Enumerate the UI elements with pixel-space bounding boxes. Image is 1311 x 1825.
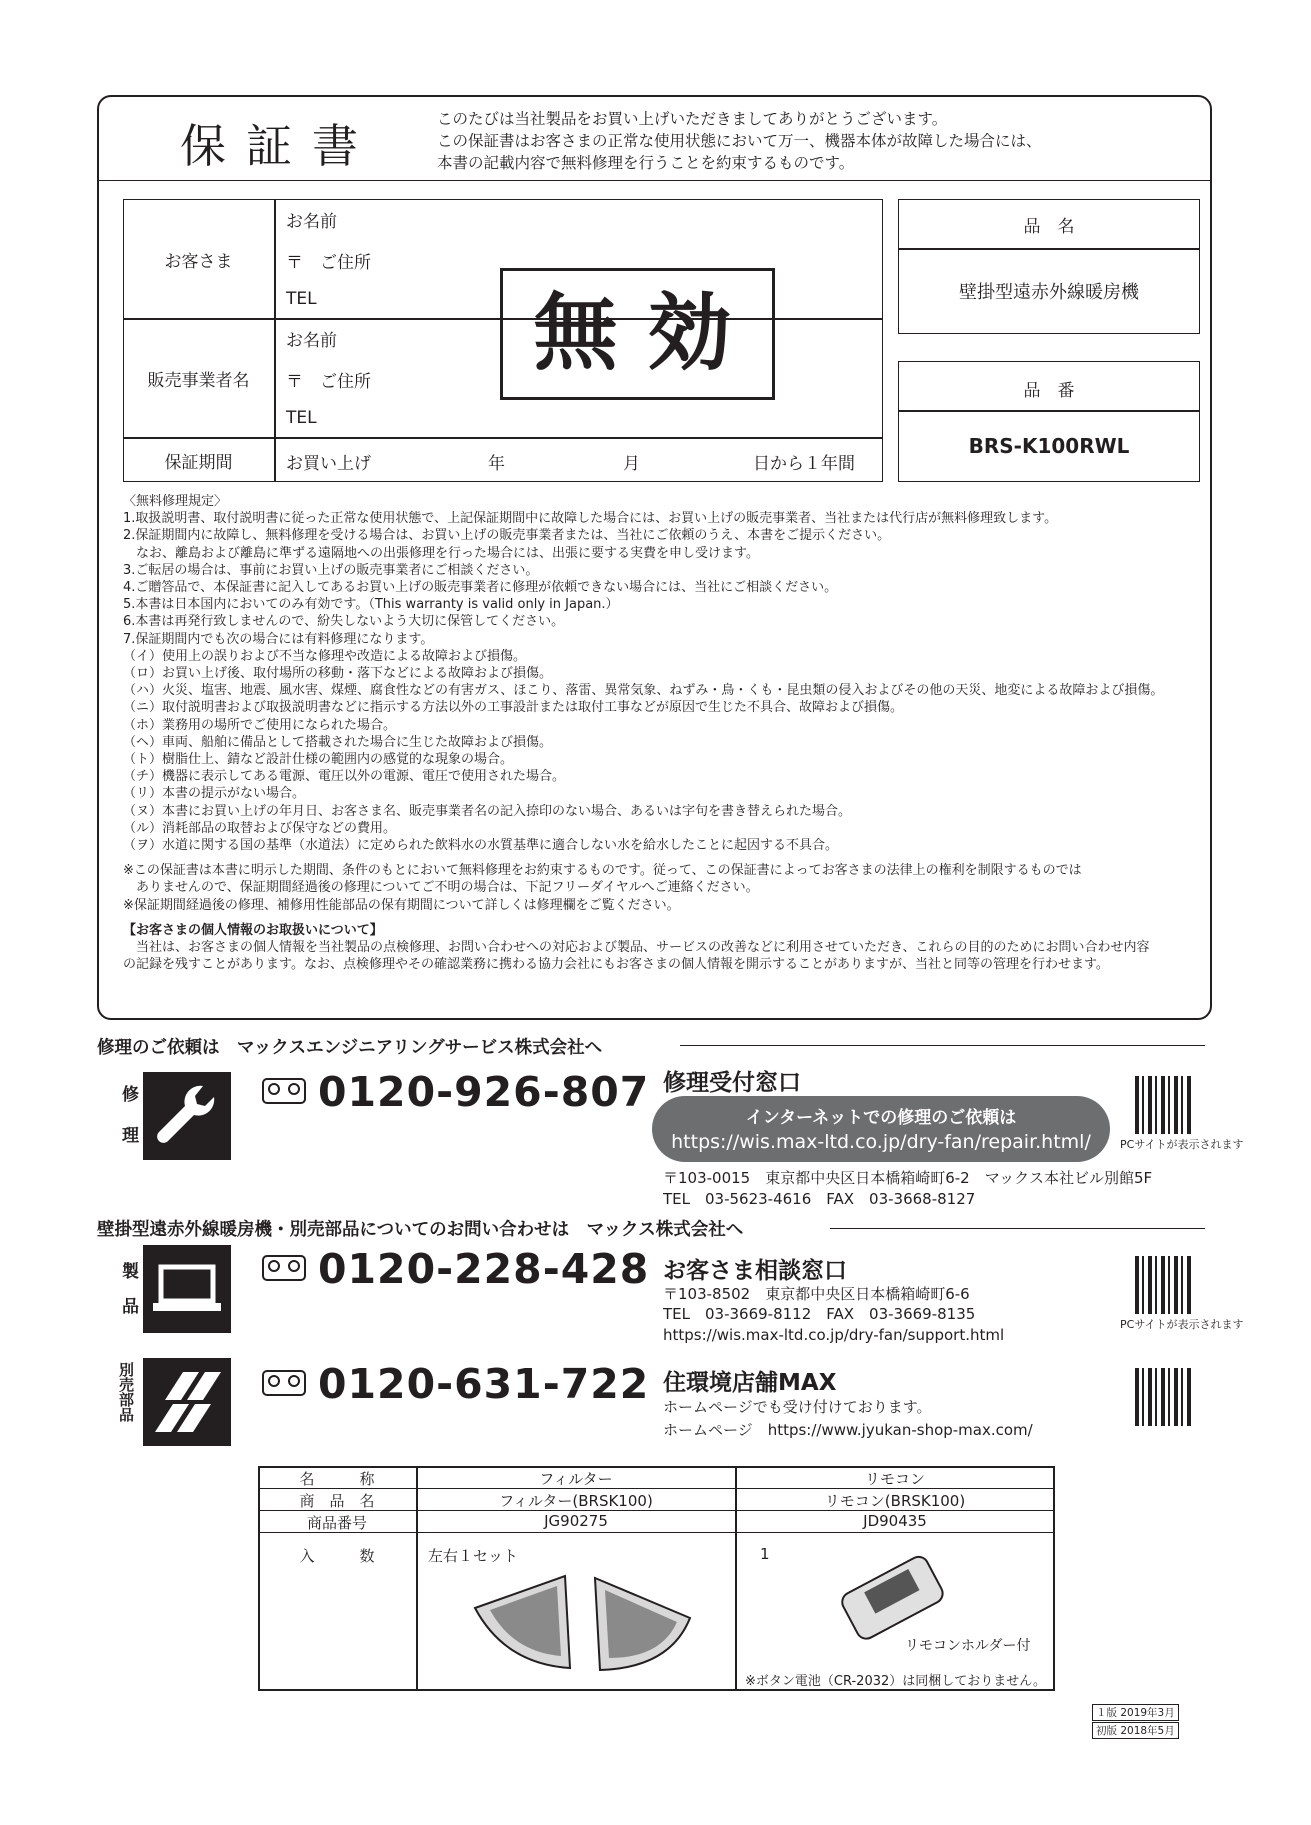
row-label-qty: 入 数: [299, 1547, 375, 1565]
rule-line: （チ）機器に表示してある電源、電圧以外の電源、電圧で使用された場合。: [123, 769, 566, 785]
shop-qr-code[interactable]: [1135, 1368, 1193, 1426]
filter-code: JG90275: [544, 1512, 608, 1530]
repair-qr-code[interactable]: [1135, 1076, 1193, 1134]
freedial-icon: [262, 1370, 306, 1396]
note-line: ありませんので、保証期間経過後の修理についてご不明の場合は、下記フリーダイヤルへご連絡ください。: [123, 880, 759, 896]
rule-line: 4.ご贈答品で、本保証書に記入してあるお買い上げの販売事業者に修理が依頼できない場合には、当社にご相談ください。: [123, 580, 838, 596]
pill-url: https://wis.max-ltd.co.jp/dry-fan/repair.html/: [671, 1131, 1091, 1153]
rule-line: （リ）本書の提示がない場合。: [123, 786, 306, 802]
version-1: １版 2019年3月: [1092, 1704, 1179, 1721]
rule-line: （ヌ）本書にお買い上げの年月日、お客さま名、販売事業者名の記入捺印のない場合、あるいは字句を書き替えられた場合。: [123, 803, 852, 819]
rule-line: （イ）使用上の誤りおよび不当な修理や改造による故障および損傷。: [123, 648, 527, 664]
consult-address: 〒103-8502 東京都中央区日本橋箱崎町6-6: [663, 1285, 970, 1303]
dealer-tel-field[interactable]: TEL: [286, 408, 317, 428]
note-line: ※保証期間経過後の修理、補修用性能部品の保有期間について詳しくは修理欄をご覧ください。: [123, 897, 680, 913]
wrench-icon: [143, 1072, 231, 1160]
intro-line: この保証書はお客さまの正常な使用状態において万一、機器本体が故障した場合には、: [437, 132, 1042, 150]
product-phone[interactable]: [262, 1245, 649, 1293]
heading-rule: [680, 1045, 1205, 1046]
rule-line: （ハ）火災、塩害、地震、風水害、煤煙、腐食性などの有害ガス、ほこり、落雷、異常気象、ねずみ・鳥・くも・昆虫類の侵入およびその他の天災、地変による故障および損傷。: [123, 683, 1164, 699]
box-divider: [898, 410, 1200, 412]
rule-line: 〈無料修理規定〉: [123, 494, 228, 509]
rule-line: 1.取扱説明書、取付説明書に従った正常な使用状態で、上記保証期間中に故障した場合には、お買い上げの販売事業者、当社または代行店が無料修理致します。: [123, 511, 1058, 527]
privacy-line: の記録を残すことがあります。なお、点検修理やその確認業務に携わる協力会社にもお客さまの個人情報を開示することがありますが、当社と同等の管理を行わせます。: [123, 957, 1109, 973]
row-label-product: 商 品 名: [299, 1492, 375, 1510]
rule-line: （ヲ）水道に関する国の基準（水道法）に定められた飲料水の水質基準に適合しない水を給水したことに起因する不具合。: [123, 838, 839, 854]
repair-icon-label: 修理: [118, 1085, 138, 1167]
free-repair-rules: [123, 493, 1163, 973]
dealer-label: 販売事業者名: [147, 371, 250, 391]
dealer-name-field[interactable]: お名前: [286, 331, 337, 351]
heading-rule: [830, 1228, 1205, 1229]
period-label: 保証期間: [164, 453, 233, 473]
void-stamp: 無効: [500, 268, 775, 400]
rule-line: （ル）消耗部品の取替および保守などの費用。: [123, 820, 397, 836]
customer-label: お客さま: [164, 252, 233, 272]
filter-product: フィルター(BRSK100): [499, 1492, 653, 1510]
repair-window-title: 修理受付窓口: [663, 1070, 801, 1096]
month-label: 月: [623, 454, 640, 474]
privacy-line: 当社は、お客さまの個人情報を当社製品の点検修理、お問い合わせへの対応および製品、サービスの改善などに利用させていただき、これらの目的のためにお問い合わせ内容: [123, 940, 1150, 956]
parts-phone-number: 0120-631-722: [318, 1360, 650, 1408]
table-divider: [123, 437, 883, 439]
parts-phone[interactable]: [262, 1360, 649, 1408]
repair-heading: 修理のご依頼は マックスエンジニアリングサービス株式会社へ: [97, 1038, 603, 1058]
header-divider: [97, 180, 1212, 181]
remote-holder: リモコンホルダー付: [905, 1638, 1031, 1654]
consult-qr-code[interactable]: [1135, 1256, 1193, 1314]
rule-line: （ト）樹脂仕上、錆など設計仕様の範囲内の感覚的な現象の場合。: [123, 752, 514, 768]
product-icon-label: 製品: [118, 1262, 138, 1332]
filter-image: [465, 1568, 715, 1682]
version-initial: 初版 2018年5月: [1092, 1722, 1179, 1739]
qr-note: PCサイトが表示されます: [1120, 1138, 1244, 1151]
rule-line: 6.本書は再発行致しませんので、紛失しないよう大切に保管してください。: [123, 614, 565, 630]
repair-web-link[interactable]: [652, 1096, 1110, 1162]
inquiry-heading: 壁掛型遠赤外線暖房機・別売部品についてのお問い合わせは マックス株式会社へ: [97, 1220, 744, 1240]
customer-name-field[interactable]: お名前: [286, 212, 337, 232]
remote-qty: 1: [760, 1545, 770, 1563]
filter-qty: 左右１セット: [428, 1547, 519, 1565]
laptop-icon: [143, 1245, 231, 1333]
qr-note: PCサイトが表示されます: [1120, 1318, 1244, 1331]
freedial-icon: [262, 1078, 306, 1104]
rule-line: （ロ）お買い上げ後、取付場所の移動・落下などによる故障および損傷。: [123, 666, 553, 682]
consult-title: お客さま相談窓口: [663, 1258, 847, 1284]
spacer: [123, 854, 1163, 862]
freedial-icon: [262, 1255, 306, 1281]
product-name-label: 品 名: [1023, 217, 1075, 237]
purchase-date-field[interactable]: お買い上げ: [286, 454, 371, 474]
filter-name: フィルター: [539, 1470, 613, 1488]
spacer: [123, 914, 1163, 922]
remote-name: リモコン: [864, 1470, 925, 1488]
rule-line: 2.保証期間内に故障し、無料修理を受ける場合は、お買い上げの販売事業者または、当社にご依頼のうえ、本書をご提示ください。: [123, 528, 891, 544]
rule-line: 7.保証期間内でも次の場合には有料修理になります。: [123, 631, 434, 647]
parts-icon-label: 別売部品: [117, 1362, 135, 1422]
rule-line: 5.本書は日本国内においてのみ有効です。（This warranty is valid only in Japan.）: [123, 597, 619, 613]
row-label-code: 商品番号: [306, 1514, 367, 1532]
table-divider: [274, 199, 276, 482]
remote-code: JD90435: [863, 1512, 927, 1530]
remote-product: リモコン(BRSK100): [824, 1492, 966, 1510]
note-line: ※この保証書は本書に明示した期間、条件のもとにおいて無料修理をお約束するものです。従って、この保証書によってお客さまの法律上の権利を制限するものでは: [123, 863, 1082, 879]
rule-line: 3.ご転居の場合は、事前にお買い上げの販売事業者にご相談ください。: [123, 562, 539, 578]
rule-line: なお、離島および離島に準ずる遠隔地への出張修理を行った場合には、出張に要する実費を申し受けます。: [123, 545, 759, 561]
shop-line1: ホームページでも受け付けております。: [663, 1398, 932, 1416]
dealer-address-field[interactable]: 〒 ご住所: [286, 372, 371, 392]
product-phone-number: 0120-228-428: [318, 1245, 650, 1293]
customer-tel-field[interactable]: TEL: [286, 289, 317, 309]
repair-address: 〒103-0015 東京都中央区日本橋箱崎町6-2 マックス本社ビル別館5F: [663, 1169, 1153, 1187]
shop-title: 住環境店舗MAX: [663, 1370, 837, 1396]
consult-url[interactable]: https://wis.max-ltd.co.jp/dry-fan/support.html: [663, 1326, 1005, 1344]
box-divider: [898, 248, 1200, 250]
product-name: 壁掛型遠赤外線暖房機: [959, 282, 1139, 303]
rule-line: （ニ）取付説明書および取扱説明書などに指示する方法以外の工事設計または取付工事などが原因で生じた不具合、故障および損傷。: [123, 700, 904, 716]
battery-note: ※ボタン電池（CR-2032）は同梱しておりません。: [745, 1674, 1047, 1689]
intro-line: 本書の記載内容で無料修理を行うことを約束するものです。: [437, 154, 855, 172]
privacy-heading: 【お客さまの個人情報のお取扱いについて】: [123, 922, 383, 938]
product-number: BRS-K100RWL: [968, 434, 1130, 458]
shop-url[interactable]: ホームページ https://www.jyukan-shop-max.com/: [663, 1421, 1033, 1439]
repair-phone[interactable]: [262, 1068, 649, 1116]
intro-line: このたびは当社製品をお買い上げいただきましてありがとうございます。: [437, 110, 948, 128]
consult-tel: TEL 03-3669-8112 FAX 03-3669-8135: [663, 1305, 976, 1323]
repair-phone-number: 0120-926-807: [318, 1068, 650, 1116]
rule-line: （ホ）業務用の場所でご使用になられた場合。: [123, 717, 397, 733]
pill-line1: インターネットでの修理のご依頼は: [745, 1108, 1017, 1128]
parts-icon: [143, 1358, 231, 1446]
warranty-title: 保証書: [180, 119, 378, 173]
product-number-label: 品 番: [1023, 381, 1075, 401]
repair-tel-fax: TEL 03-5623-4616 FAX 03-3668-8127: [663, 1190, 976, 1208]
row-label-name: 名 称: [299, 1470, 375, 1488]
customer-address-field[interactable]: 〒 ご住所: [286, 253, 371, 273]
year-label: 年: [488, 454, 505, 474]
period-end-label: 日から１年間: [753, 454, 855, 474]
rule-line: （ヘ）車両、船舶に備品として搭載された場合に生じた故障および損傷。: [123, 734, 553, 750]
